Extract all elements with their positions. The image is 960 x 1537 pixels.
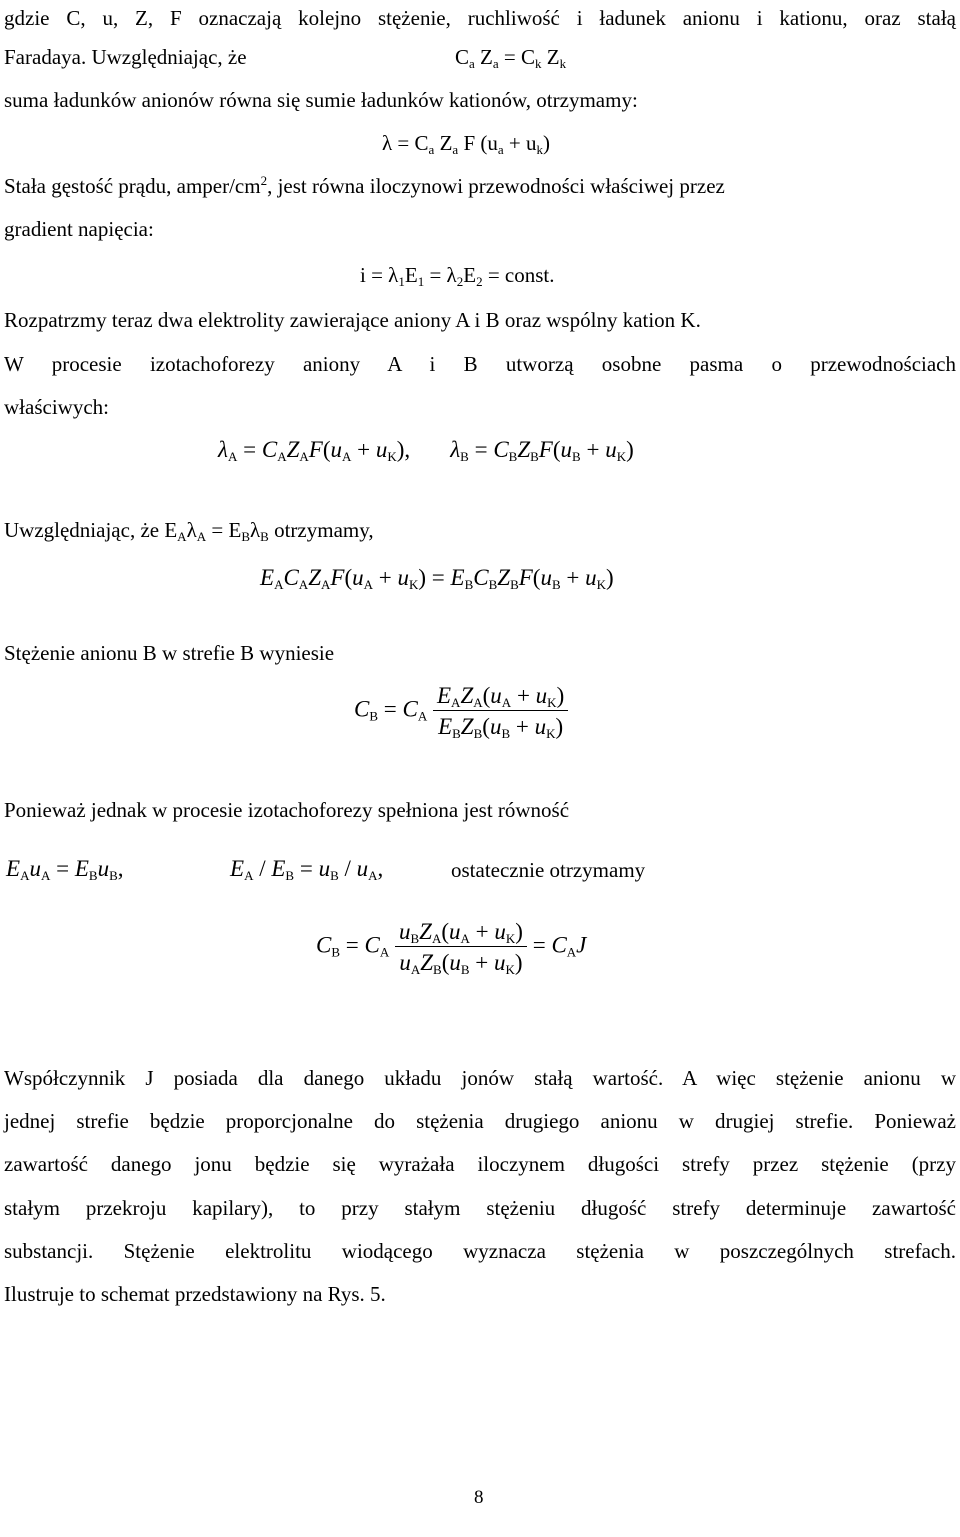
text-line: Faradaya. Uwzględniając, że xyxy=(4,45,247,69)
page-number: 8 xyxy=(474,1487,484,1508)
equation-cb-fraction: $C_B = C_A$ $\frac{E_AZ_A(u_A + u_K)}{E_BZ_B(u_B + u_K)}$ xyxy=(354,684,568,738)
text-line: gdzie C, u, Z, F oznaczają kolejno stężenie, ruchliwość i ładunek anionu i kationu, oraz stałą xyxy=(4,6,956,30)
equation-charge-balance: $C_a$ $Z_a = C_k$ $Z_k$ xyxy=(455,45,567,71)
text-line: gradient napięcia: xyxy=(4,217,154,241)
text-line: Stała gęstość prądu, amper/$cm^2$, jest równa iloczynowi przewodności właściwej przez xyxy=(4,173,725,198)
text-line: Ponieważ jednak w procesie izotachoforezy spełniona jest równość xyxy=(4,798,570,822)
text-line: ostatecznie otrzymamy xyxy=(451,858,646,882)
text-line: właściwych: xyxy=(4,395,109,419)
text-line: Ilustruje to schemat przedstawiony na Rys. 5. xyxy=(4,1282,386,1306)
text-line: Rozpatrzmy teraz dwa elektrolity zawierające aniony A i B oraz wspólny kation K. xyxy=(4,308,701,332)
fraction: $\frac{u_BZ_A(u_A + u_K)}{u_AZ_B(u_B + u_K)}$ xyxy=(395,920,527,974)
text-line: stałym przekroju kapilary), to przy stałym stężeniu długość strefy determinuje zawartość xyxy=(4,1196,956,1220)
text-line: suma ładunków anionów równa się sumie ładunków kationów, otrzymamy: xyxy=(4,88,638,112)
equation-current-density: $i = \lambda_1E_1 = \lambda_2E_2$ = const. xyxy=(360,263,555,289)
text-line: Współczynnik J posiada dla danego układu jonów stałą wartość. A więc stężenie anionu w xyxy=(4,1066,956,1090)
fraction: $\frac{E_AZ_A(u_A + u_K)}{E_BZ_B(u_B + u_K)}$ xyxy=(433,684,568,738)
text-line: W procesie izotachoforezy aniony A i B utworzą osobne pasma o przewodnościach xyxy=(4,352,956,376)
text-line: Stężenie anionu B w strefie B wyniesie xyxy=(4,641,335,665)
text-line: zawartość danego jonu będzie się wyrażała iloczynem długości strefy przez stężenie (przy xyxy=(4,1152,956,1176)
equation-ratio: $E_A / E_B = u_B / u_A$, xyxy=(230,856,384,883)
equation-conductivity: $\lambda = C_a$ $Z_a$ F $(u_a + u_k)$ xyxy=(382,131,550,157)
text-line: substancji. Stężenie elektrolitu wiodącego wyznacza stężenia w poszczególnych strefach. xyxy=(4,1239,956,1263)
equation-equal-current: $E_AC_AZ_AF(u_A + u_K) = E_BC_BZ_BF(u_B + u_K)$ xyxy=(260,565,614,592)
text-line: jednej strefie będzie proporcjonalne do stężenia drugiego anionu w drugiej strefie. Ponieważ xyxy=(4,1109,956,1133)
equation-conductivities-ab: $\lambda_A = C_AZ_AF(u_A + u_K)$, $\lambda_B = C_BZ_BF(u_B + u_K)$ xyxy=(218,437,634,464)
equation-cb-final: $C_B = C_A$ $\frac{u_BZ_A(u_A + u_K)}{u_AZ_B(u_B + u_K)}$ = $C_AJ$ xyxy=(316,919,587,977)
text-line: Uwzględniając, że $E_A\lambda_A = E_B\lambda_B$ otrzymamy, xyxy=(4,518,374,544)
equation-equality: $E_Au_A = E_Bu_B$, xyxy=(6,856,124,883)
